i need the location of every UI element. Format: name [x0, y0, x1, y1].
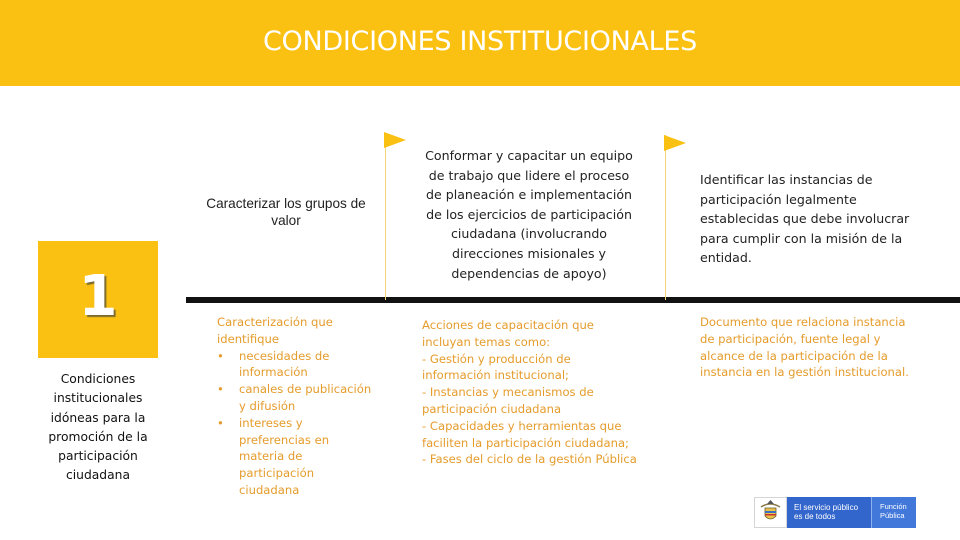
- step-number: 1: [78, 264, 118, 329]
- flag-icon: [664, 135, 686, 151]
- lower-line: de participación, fuente legal y: [700, 331, 881, 346]
- upper-line: direcciones misionales y: [452, 245, 606, 261]
- step-caption-line: ciudadana: [66, 468, 130, 483]
- lower-line: materia de: [239, 449, 303, 464]
- upper-line: de trabajo que lidere el proceso: [428, 167, 630, 183]
- upper-line: Caracterizar los grupos de: [206, 196, 366, 211]
- bullet-icon: •: [217, 348, 224, 363]
- colombia-coat-of-arms-icon: [754, 497, 787, 528]
- lower-line: información institucional;: [422, 368, 569, 383]
- lower-line: intereses y: [239, 415, 303, 430]
- flag-pole: [385, 133, 386, 300]
- lower-line: identifique: [217, 331, 279, 346]
- lower-line: participación: [239, 466, 315, 481]
- column-3-lower-text: [700, 314, 940, 381]
- lower-line: alcance de la participación de la: [700, 348, 888, 363]
- lower-line: Caracterización que: [217, 315, 333, 329]
- step-caption: [36, 370, 160, 486]
- lower-line: información: [239, 365, 308, 380]
- upper-line: valor: [271, 212, 301, 228]
- upper-line: de planeación e implementación: [425, 187, 633, 203]
- logo-text-line: Pública: [880, 510, 905, 520]
- column-2-lower-text: [422, 317, 672, 468]
- lower-line: - Fases del ciclo de la gestión Pública: [422, 452, 637, 467]
- lower-line: instancia en la gestión institucional.: [700, 365, 909, 380]
- step-caption-line: idóneas para la: [50, 410, 146, 425]
- upper-line: participación legalmente: [700, 191, 857, 207]
- step-caption-line: promoción de la: [48, 429, 148, 444]
- upper-line: dependencias de apoyo): [451, 265, 607, 281]
- bullet-icon: •: [217, 415, 224, 430]
- lower-bullet-list: [217, 348, 392, 499]
- timeline-line: [186, 297, 960, 303]
- upper-line: Conformar y capacitar un equipo: [425, 148, 633, 163]
- lower-line: necesidades de: [239, 348, 330, 363]
- lower-line: y difusión: [239, 398, 296, 413]
- column-2-upper-text: [394, 146, 664, 283]
- lower-bullet-item: [217, 415, 392, 499]
- column-1-lower-text: [217, 314, 392, 499]
- logo-text-line: El servicio público: [794, 503, 859, 512]
- lower-line: Acciones de capacitación que: [422, 318, 594, 332]
- column-3-upper-text: [700, 170, 930, 268]
- government-logo: [754, 497, 916, 528]
- step-caption-line: institucionales: [53, 391, 143, 406]
- upper-line: entidad.: [700, 250, 752, 266]
- lower-line: participación ciudadana: [422, 401, 562, 416]
- lower-line: incluyan temas como:: [422, 334, 551, 349]
- lower-line: - Capacidades y herramientas que: [422, 418, 622, 433]
- upper-line: para cumplir con la misión de la: [700, 230, 903, 246]
- upper-line: de los ejercicios de participación: [426, 206, 632, 222]
- lower-line: - Instancias y mecanismos de: [422, 385, 594, 400]
- logo-text-line: es de todos: [794, 512, 836, 521]
- lower-line: faciliten la participación ciudadana;: [422, 435, 629, 450]
- bullet-icon: •: [217, 382, 224, 397]
- lower-line: - Gestión y producción de: [422, 351, 571, 366]
- page-title: CONDICIONES INSTITUCIONALES: [263, 26, 697, 57]
- lower-line: Documento que relaciona instancia: [700, 315, 906, 329]
- step-caption-line: participación: [58, 449, 138, 464]
- step-caption-line: Condiciones: [60, 372, 136, 386]
- upper-line: establecidas que debe involucrar: [700, 211, 910, 227]
- logo-text-line: Función: [880, 502, 907, 511]
- column-1-upper-text: [188, 196, 384, 229]
- logo-side-label: [871, 497, 916, 528]
- upper-line: Identificar las instancias de: [700, 172, 873, 187]
- logo-main-label: [787, 497, 871, 528]
- upper-line: ciudadana (involucrando: [450, 226, 608, 242]
- lower-bullet-item: [217, 348, 392, 382]
- lower-line: ciudadana: [239, 482, 300, 497]
- lower-line: preferencias en: [239, 432, 330, 447]
- lower-bullet-item: [217, 381, 392, 415]
- flag-pole: [665, 135, 666, 300]
- lower-line: canales de publicación: [239, 382, 372, 397]
